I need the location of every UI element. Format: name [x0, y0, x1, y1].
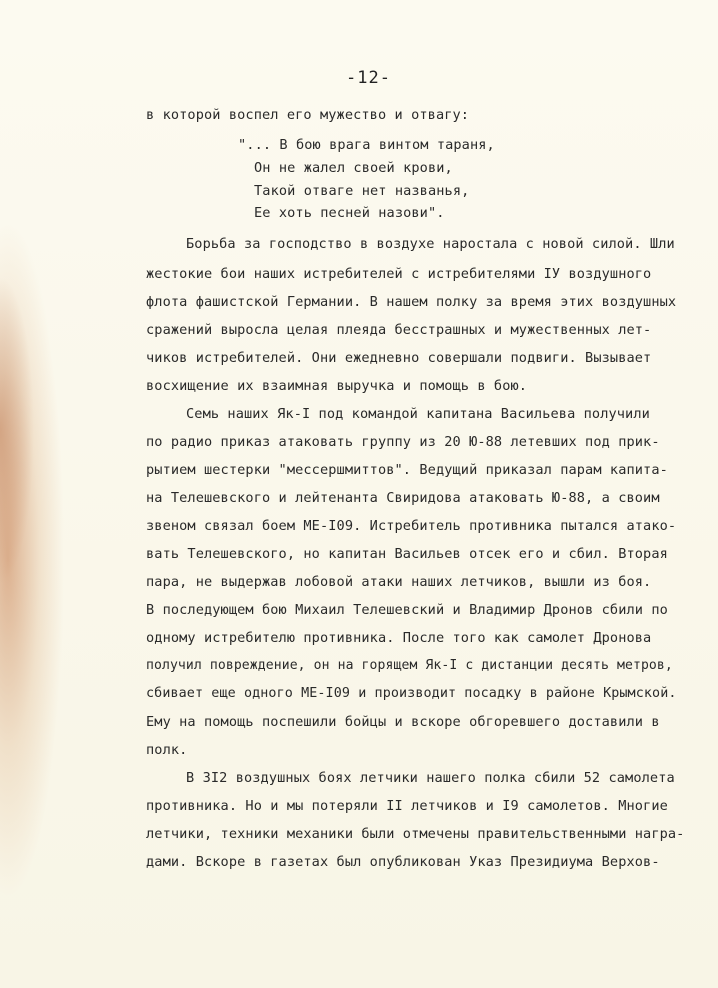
text-line: дами. Вскоре в газетах был опубликован Указ Президиума Верхов-: [146, 854, 660, 870]
poem-line: "... В бою врага винтом тараня,: [238, 137, 495, 153]
text-line: вать Телешевского, но капитан Васильев отсек его и сбил. Вторая: [146, 546, 668, 562]
text-line: В 3I2 воздушных боях летчики нашего полка сбили 52 самолета: [186, 770, 675, 786]
poem-line: Такой отваге нет названья,: [254, 183, 470, 199]
text-line: противника. Но и мы потеряли II летчиков и I9 самолетов. Многие: [146, 798, 668, 814]
text-line: жестокие бои наших истребителей с истребителями IУ воздушного: [146, 266, 652, 282]
text-line: сбивает еще одного МЕ-I09 и производит посадку в районе Крымской.: [146, 686, 677, 701]
text-line: одному истребителю противника. После того как самолет Дронова: [146, 630, 652, 646]
text-line: Борьба за господство в воздухе наростала с новой силой. Шли: [186, 236, 675, 252]
text-line: восхищение их взаимная выручка и помощь в бою.: [146, 378, 528, 394]
text-line: сражений выросла целая плеяда бесстрашных и мужественных лет-: [146, 322, 652, 338]
text-line: летчики, техники механики были отмечены правительственными награ-: [146, 826, 685, 842]
poem-line: Ее хоть песней назови".: [254, 205, 445, 221]
intro-line: в которой воспел его мужество и отвагу:: [146, 107, 470, 123]
text-line: Ему на помощь поспешили бойцы и вскоре обгоревшего доставили в: [146, 714, 660, 730]
text-line: В последующем бою Михаил Телешевский и Владимир Дронов сбили по: [146, 602, 668, 618]
text-line: пара, не выдержав лобовой атаки наших летчиков, вышли из боя.: [146, 574, 652, 590]
text-line: полк.: [146, 742, 188, 758]
text-line: на Телешевского и лейтенанта Свиридова атаковать Ю-88, а своим: [146, 490, 660, 506]
text-line: Семь наших Як-I под командой капитана Васильева получили: [186, 406, 650, 422]
text-line: звеном связал боем МЕ-I09. Истребитель противника пытался атако-: [146, 518, 677, 534]
text-line: получил повреждение, он на горящем Як-I с дистанции десять метров,: [146, 658, 673, 673]
text-line: флота фашистской Германии. В нашем полку за время этих воздушных: [146, 294, 677, 310]
page-number: -12-: [346, 68, 391, 88]
text-line: рытием шестерки "мессершмиттов". Ведущий приказал парам капита-: [146, 462, 668, 478]
text-line: чиков истребителей. Они ежедневно совершали подвиги. Вызывает: [146, 350, 652, 366]
text-line: по радио приказ атаковать группу из 20 Ю-88 летевших под прик-: [146, 434, 660, 450]
poem-line: Он не жалел своей крови,: [254, 160, 453, 176]
